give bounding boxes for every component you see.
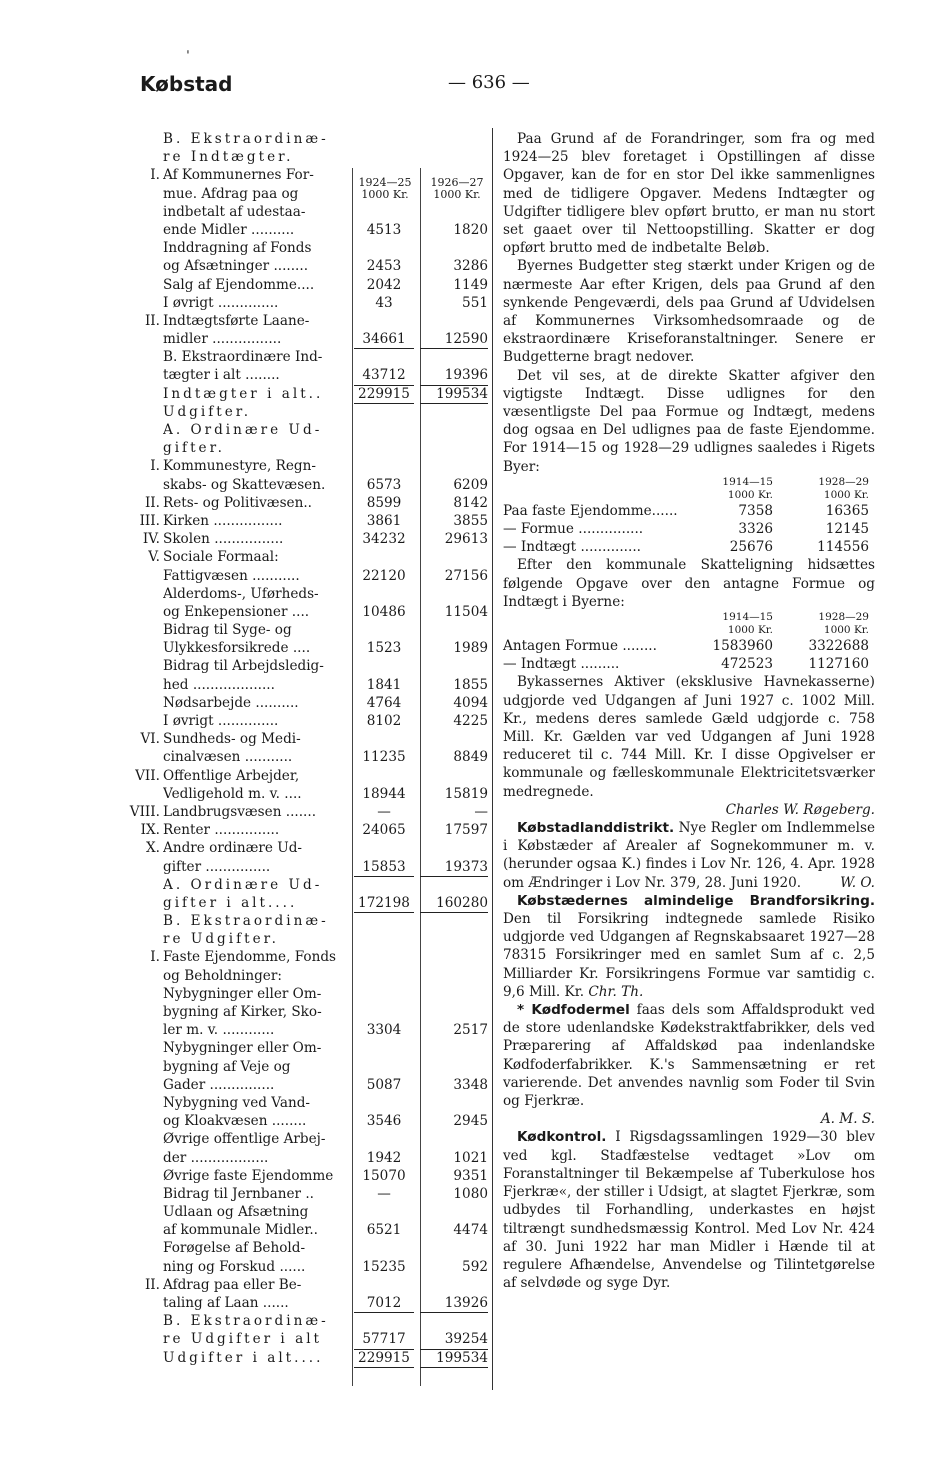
row-value-1924: 57717	[354, 1330, 414, 1349]
table-row	[118, 130, 488, 148]
row-label: Bidrag til Arbejdsledig-	[163, 658, 324, 675]
table-row	[118, 166, 488, 184]
table-row	[118, 1094, 488, 1112]
row-label: — Formue ...............	[503, 521, 644, 538]
row-number: VII.	[135, 767, 160, 784]
tax-table	[503, 476, 875, 557]
table-row	[118, 657, 488, 675]
row-value-1926: 551	[462, 294, 488, 311]
table-row	[118, 312, 488, 330]
row-value-1924: —	[377, 803, 391, 820]
row-number: IX.	[140, 822, 160, 839]
table-row	[118, 639, 488, 657]
row-value-1926: 1820	[453, 221, 488, 238]
table-row	[118, 1294, 488, 1312]
row-value-1926: 19396	[420, 366, 488, 385]
row-label: Kirken ................	[163, 512, 283, 529]
row-label: Salg af Ejendomme....	[163, 276, 315, 293]
budget-rows	[118, 130, 488, 1367]
row-number: V.	[148, 549, 160, 566]
article-kodkontrol	[503, 1128, 875, 1292]
row-value: 7358	[738, 502, 773, 519]
wealth-table-head	[503, 611, 875, 637]
table-row	[118, 421, 488, 439]
row-label: Bidrag til Jernbaner ..	[163, 1185, 314, 1202]
row-label: Nybygning ved Vand-	[163, 1094, 311, 1111]
col-head-year: 1924—25	[358, 176, 412, 189]
row-label: indbetalt af udestaa-	[163, 203, 306, 220]
row-value-1926: 160280	[420, 894, 488, 913]
row-label: Ulykkesforsikrede ....	[163, 640, 311, 657]
paragraph: Bykassernes Aktiver (eksklusive Havnekasserne) udgjorde ved Udgangen af Juni 1927 c. 1002 Mill. Kr., medens deres samlede Gæld udgjorde c. 758 Mill. Kr. Gælden var ved Udgangen af Juni 1928 reduceret til c. 744 Mill. Kr. I disse Opgivelser er kommunale og fælleskommunale Elektricitetsværker medregnede.	[503, 674, 875, 800]
table-row	[503, 655, 875, 673]
row-label: A. Ordinære Ud-	[163, 422, 323, 438]
row-value-1924: 34232	[362, 531, 406, 548]
row-value-1926: 4474	[453, 1222, 488, 1239]
row-label: B. Ekstraordinæ-	[163, 1313, 329, 1330]
table-row	[118, 1349, 488, 1367]
row-value-1926: 9351	[453, 1167, 488, 1184]
row-value-1924: 229915	[354, 1349, 414, 1368]
table-row	[118, 858, 488, 876]
table-row	[118, 1149, 488, 1167]
article-brandforsikring	[503, 892, 875, 1001]
col-head	[703, 611, 773, 637]
table-row	[118, 1185, 488, 1203]
row-label: — Indtægt ..............	[503, 539, 641, 556]
row-value: 3326	[738, 521, 773, 538]
row-number: VIII.	[129, 803, 160, 820]
table-row	[118, 876, 488, 894]
section-title: Købstad	[140, 72, 233, 96]
table-row	[118, 1239, 488, 1257]
row-label: gifter.	[163, 440, 225, 457]
row-value-1926: 1855	[453, 676, 488, 693]
row-label: Andre ordinære Ud-	[163, 840, 303, 857]
row-label: gifter i alt....	[163, 894, 298, 911]
row-label: Rets- og Politivæsen..	[163, 494, 312, 511]
col-head	[795, 611, 869, 637]
row-value-1924: 6573	[366, 476, 402, 493]
row-label: og Afsætninger ........	[163, 258, 309, 275]
row-label: Kommunestyre, Regn-	[163, 458, 316, 475]
row-value-1924: 4764	[366, 694, 402, 711]
table-row	[118, 1112, 488, 1130]
row-value: 114556	[817, 539, 869, 556]
wealth-table	[503, 611, 875, 673]
row-value-1924: 11235	[362, 749, 406, 766]
row-label: Udgifter.	[163, 403, 252, 420]
row-label: Indtægtsførte Laane-	[163, 312, 310, 329]
table-row	[118, 567, 488, 585]
row-label: Renter ...............	[163, 822, 280, 839]
table-row	[118, 294, 488, 312]
row-value-1924: 43712	[354, 366, 414, 385]
table-row	[118, 621, 488, 639]
row-number: II.	[144, 1276, 160, 1293]
row-value-1926: 3855	[453, 512, 488, 529]
row-label: re Indtægter.	[163, 149, 294, 166]
row-value-1924: 15070	[362, 1167, 406, 1184]
article-text: I Rigsdagssamlingen 1929—30 blev ved kgl. Stadfæstelse vedtaget »Lov om Foranstaltninger til Bekæmpelse af Tuberkulose hos Fjerkræ«, der stiller i Udsigt, at slagtet Fjerkræ, som udbydes til Forhandling, underkastes en højst tiltrængt sundhedsmæssig Kontrol. Med Lov Nr. 424 af 30. Juni 1922 har man Midler i Hænde til at regulere Afhændelse, Anvendelse og Tilintetgørelse af selvdøde og syge Dyr.	[503, 1129, 875, 1292]
row-value-1924: 7012	[354, 1294, 414, 1313]
row-label: Sociale Formaal:	[163, 549, 279, 566]
signature: Chr. Th.	[588, 983, 644, 1000]
row-value: 25676	[729, 539, 773, 556]
row-label: ende Midler ..........	[163, 221, 295, 238]
col-head-year: 1926—27	[430, 176, 484, 189]
table-row	[118, 221, 488, 239]
col-head-year: 1914—15	[722, 475, 773, 488]
row-value-1924: 22120	[362, 567, 406, 584]
table-row	[118, 239, 488, 257]
row-value: 12145	[825, 521, 869, 538]
table-row	[118, 1076, 488, 1094]
row-label: Nybygninger eller Om-	[163, 985, 322, 1002]
col-head-year: 1914—15	[722, 611, 773, 624]
table-row	[118, 1312, 488, 1330]
row-label: Nybygninger eller Om-	[163, 1040, 322, 1057]
row-label: Øvrige offentlige Arbej-	[163, 1131, 326, 1148]
table-row	[118, 276, 488, 294]
row-value-1924: 6521	[366, 1222, 402, 1239]
row-label: Af Kommunernes For-	[163, 167, 314, 184]
column-divider	[492, 128, 493, 1390]
article-heading: Købstædernes almindelige Brandforsikring.	[517, 892, 875, 909]
row-number: IV.	[142, 531, 160, 548]
table-row	[118, 348, 488, 366]
col-head-year: 1928—29	[818, 475, 869, 488]
col-head	[703, 476, 773, 502]
table-row	[118, 185, 488, 203]
row-label: Paa faste Ejendomme......	[503, 502, 678, 519]
row-label: og Enkepensioner ....	[163, 603, 310, 620]
table-row	[118, 1058, 488, 1076]
table-row	[118, 785, 488, 803]
text-column	[503, 130, 875, 1292]
row-label: hed ...................	[163, 676, 275, 693]
row-label: I øvrigt ..............	[163, 294, 279, 311]
row-label: re Udgifter.	[163, 931, 279, 948]
table-row	[118, 457, 488, 475]
table-row	[118, 148, 488, 166]
table-row	[118, 767, 488, 785]
row-label: og Beholdninger:	[163, 967, 282, 984]
table-row	[118, 476, 488, 494]
row-number: I.	[150, 458, 160, 475]
col-head-unit: 1000 Kr.	[361, 188, 409, 201]
row-value-1924: 24065	[362, 822, 406, 839]
row-label: Øvrige faste Ejendomme	[163, 1167, 334, 1184]
table-row	[118, 839, 488, 857]
table-row	[118, 948, 488, 966]
table-row	[118, 366, 488, 384]
row-number: I.	[150, 167, 160, 184]
table-row	[118, 1258, 488, 1276]
paragraph: Paa Grund af de Forandringer, som fra og med 1924—25 blev foretaget i Opstillingen af disse Opgaver, kan de for en stor Del ikke sammenlignes med de tidligere Opgaver. Medens Indtægter og Udgifter tidligere blev opført brutto, er man nu stort set gaaet over til Nettoopstilling. Skatter er dog opført brutto med de indbetalte Beløb.	[503, 131, 875, 257]
budget-table	[118, 130, 488, 1367]
row-value-1924: 1841	[366, 676, 402, 693]
row-label: Vedligehold m. v. ....	[163, 785, 302, 802]
table-row	[118, 1003, 488, 1021]
row-value-1924: 1942	[366, 1149, 402, 1166]
table-row	[118, 1039, 488, 1057]
row-value-1924: 5087	[366, 1076, 402, 1093]
row-value-1924: 4513	[366, 221, 402, 238]
row-value-1926: 1149	[453, 276, 488, 293]
row-label: Udgifter i alt....	[163, 1349, 324, 1366]
table-row	[118, 1221, 488, 1239]
row-value-1926: 1021	[453, 1149, 488, 1166]
row-number: X.	[146, 840, 160, 857]
table-row	[118, 403, 488, 421]
table-row	[118, 257, 488, 275]
row-value-1926: 1989	[453, 640, 488, 657]
row-label: Alderdoms-, Uførheds-	[163, 585, 319, 602]
row-value-1924: 2453	[366, 258, 402, 275]
table-row	[118, 985, 488, 1003]
row-value-1926: 19373	[420, 858, 488, 877]
row-label: Inddragning af Fonds	[163, 240, 312, 257]
row-label: Faste Ejendomme, Fonds	[163, 949, 337, 966]
article-heading: Købstadlanddistrikt.	[517, 820, 675, 837]
row-value-1926: 11504	[444, 603, 488, 620]
table-row	[118, 494, 488, 512]
row-label: gifter ...............	[163, 858, 271, 875]
row-value-1924: 8102	[366, 713, 402, 729]
row-label: Fattigvæsen ...........	[163, 567, 300, 584]
page-mark: ˌ	[186, 40, 190, 56]
table-row	[118, 548, 488, 566]
table-row	[118, 1167, 488, 1185]
row-value-1926: 39254	[420, 1330, 488, 1349]
table-row	[118, 676, 488, 694]
row-label: og Kloakvæsen ........	[163, 1113, 307, 1130]
table-row	[503, 520, 875, 538]
row-label: bygning af Veje og	[163, 1058, 291, 1075]
table-row	[118, 585, 488, 603]
row-value-1924: 1523	[366, 640, 402, 657]
row-value-1924: 3861	[366, 512, 402, 529]
col-head-unit: 1000 Kr.	[823, 624, 869, 637]
table-row	[118, 730, 488, 748]
row-label: Nødsarbejde ..........	[163, 694, 299, 711]
row-number: II.	[144, 494, 160, 511]
row-label: cinalvæsen ...........	[163, 749, 293, 766]
signature: A. M. S.	[820, 1111, 875, 1128]
row-label: B. Ekstraordinære Ind-	[163, 349, 323, 366]
row-label: midler ................	[163, 331, 282, 348]
row-value-1924: 10486	[362, 603, 406, 620]
row-number: II.	[144, 312, 160, 329]
table-row	[118, 203, 488, 221]
row-label: skabs- og Skattevæsen.	[163, 476, 326, 493]
row-value-1924: 43	[375, 294, 393, 311]
table-row	[118, 1130, 488, 1148]
table-row	[118, 930, 488, 948]
row-label: Bidrag til Syge- og	[163, 622, 292, 639]
row-label: Antagen Formue ........	[503, 638, 657, 655]
row-value-1924: 3304	[366, 1022, 402, 1039]
row-label: mue. Afdrag paa og	[163, 185, 299, 202]
row-value-1926: 4094	[453, 694, 488, 711]
row-value: 1583960	[712, 638, 773, 655]
table-row	[118, 712, 488, 730]
row-label: — Indtægt .........	[503, 656, 620, 673]
row-value-1926: —	[474, 803, 488, 820]
row-value-1926: 199534	[420, 385, 488, 404]
article-kobstadlanddistrikt	[503, 819, 875, 892]
paragraph: Byernes Budgetter steg stærkt under Krigen og de nærmeste Aar efter Krigen, dels paa Grund af den synkende Pengeværdi, dels paa Grund af Udvidelsen af Kommunernes Virksomhedsomraade og de ekstraordinære Kriseforanstaltninger. Senere er Budgetterne bragt nedover.	[503, 258, 875, 366]
row-value: 472523	[721, 656, 773, 673]
row-label: taling af Laan ......	[163, 1295, 289, 1311]
table-row	[118, 512, 488, 530]
row-label: Gader ...............	[163, 1076, 275, 1093]
row-label: B. Ekstraordinæ-	[163, 131, 329, 147]
table-row	[118, 1276, 488, 1294]
row-value-1924: —	[377, 1185, 391, 1202]
article-text: Den til Forsikring indtegnede samlede Risiko udgjorde ved Udgangen af Regnskabsaaret 1927—28 78315 Forsikringer med en samlet Sum af c. 2,5 Milliarder Kr. Forsikringens Formue var samtidig c. 9,6 Mill. Kr.	[503, 911, 875, 1000]
row-value-1924: 15235	[362, 1258, 406, 1275]
row-number: I.	[150, 949, 160, 966]
row-value-1926: 6209	[453, 476, 488, 493]
row-number: III.	[139, 512, 160, 529]
row-value-1926: 199534	[420, 1349, 488, 1368]
row-label: ning og Forskud ......	[163, 1258, 306, 1275]
row-value-1926: 1080	[453, 1185, 488, 1202]
row-label: I øvrigt ..............	[163, 713, 279, 729]
table-row	[118, 385, 488, 403]
table-row	[118, 1330, 488, 1348]
paragraph: Efter den kommunale Skatteligning hidsættes følgende Opgave over den antagne Formue og Indtægt i Byerne:	[503, 557, 875, 610]
table-row	[118, 603, 488, 621]
table-row	[503, 637, 875, 655]
row-label: tægter i alt ........	[163, 367, 280, 384]
col-head-unit: 1000 Kr.	[727, 624, 773, 637]
row-value-1924: 34661	[354, 330, 414, 349]
row-value-1926: 3286	[453, 258, 488, 275]
col-head-unit: 1000 Kr.	[727, 488, 773, 501]
row-label: bygning af Kirker, Sko-	[163, 1004, 322, 1020]
row-label: Indtægter i alt..	[163, 385, 324, 402]
table-row	[118, 330, 488, 348]
table-row	[118, 694, 488, 712]
table-row	[118, 439, 488, 457]
article-text: faas dels som Affaldsprodukt ved de store udenlandske Kødekstraktfabrikker, dels ved Præparering af Affaldskød paa indenlandske Kødfoderfabrikker. K.'s Sammensætning er ret varierende. Det anvendes navnlig som Foder til Svin og Fjerkræ.	[503, 1002, 875, 1110]
tax-table-head	[503, 476, 875, 502]
row-label: Afdrag paa eller Be-	[163, 1276, 302, 1293]
row-value-1924: 18944	[362, 785, 406, 802]
row-value-1924: 15853	[354, 858, 414, 877]
col-head-year: 1928—29	[818, 611, 869, 624]
row-value-1926: 27156	[444, 567, 488, 584]
table-row	[503, 502, 875, 520]
row-value-1924: 2042	[366, 276, 402, 293]
row-value-1924: 3546	[366, 1113, 402, 1130]
table-row	[118, 912, 488, 930]
row-value-1924: 172198	[354, 894, 414, 913]
col-head-unit: 1000 Kr.	[823, 488, 869, 501]
row-label: Sundheds- og Medi-	[163, 731, 301, 748]
row-label: Udlaan og Afsætning	[163, 1204, 309, 1221]
signature: Charles W. Røgeberg.	[725, 801, 875, 818]
row-label: B. Ekstraordinæ-	[163, 913, 329, 930]
row-value-1926: 8849	[453, 749, 488, 766]
row-value-1926: 2517	[453, 1022, 488, 1039]
row-label: af kommunale Midler..	[163, 1222, 318, 1239]
row-value-1926: 29613	[444, 531, 488, 548]
table-row	[118, 803, 488, 821]
row-value-1926: 2945	[453, 1113, 488, 1130]
row-label: A. Ordinære Ud-	[163, 876, 323, 893]
row-label: ler m. v. ............	[163, 1022, 275, 1039]
row-label: Offentlige Arbejder,	[163, 767, 300, 784]
row-label: re Udgifter i alt	[163, 1331, 323, 1348]
row-label: Forøgelse af Behold-	[163, 1240, 306, 1257]
row-label: Skolen ................	[163, 531, 284, 548]
paragraph: Det vil ses, at de direkte Skatter afgiver den vigtigste Indtægt. Disse udlignes for den væsentligste Del paa Formue og Indtægt, medens dog ogsaa en Del udlignes paa de faste Ejendomme. For 1914—15 og 1928—29 udlignes saaledes i Rigets Byer:	[503, 367, 875, 475]
table-row	[118, 748, 488, 766]
row-value-1926: 17597	[444, 822, 488, 839]
table-row	[118, 821, 488, 839]
row-label: der ..................	[163, 1149, 269, 1166]
row-value-1926: 592	[462, 1258, 488, 1275]
article-kodfodermel	[503, 1001, 875, 1110]
article-heading: * Kødfodermel	[517, 1002, 630, 1019]
table-row	[118, 1203, 488, 1221]
table-row	[118, 967, 488, 985]
row-value: 16365	[825, 502, 869, 519]
row-value-1926: 8142	[453, 494, 488, 511]
signature: W. O.	[840, 874, 875, 891]
row-value-1926: 15819	[444, 785, 488, 802]
article-heading: Kødkontrol.	[517, 1129, 607, 1146]
row-value-1924: 229915	[354, 385, 414, 404]
row-number: VI.	[140, 731, 160, 748]
col-head-unit: 1000 Kr.	[433, 188, 481, 201]
page-number: — 636 —	[448, 72, 530, 93]
table-row	[118, 894, 488, 912]
col-head	[795, 476, 869, 502]
table-row	[118, 530, 488, 548]
row-value: 1127160	[808, 656, 869, 673]
row-value-1926: 4225	[453, 713, 488, 729]
row-value-1926: 13926	[420, 1294, 488, 1313]
row-value-1926: 3348	[453, 1076, 488, 1093]
article-text: Nye Regler om Indlemmelse i Købstæder af Arealer af Sognekommuner m. v. (herunder ogsaa K.) findes i Lov Nr. 126, 4. Apr. 1928 om Ændringer i Lov Nr. 379, 28. Juni 1920.	[503, 820, 875, 891]
row-value: 3322688	[808, 638, 869, 655]
row-label: Landbrugsvæsen .......	[163, 803, 317, 820]
row-value-1924: 8599	[366, 494, 402, 511]
table-row	[503, 538, 875, 556]
table-row	[118, 1021, 488, 1039]
row-value-1926: 12590	[420, 330, 488, 349]
